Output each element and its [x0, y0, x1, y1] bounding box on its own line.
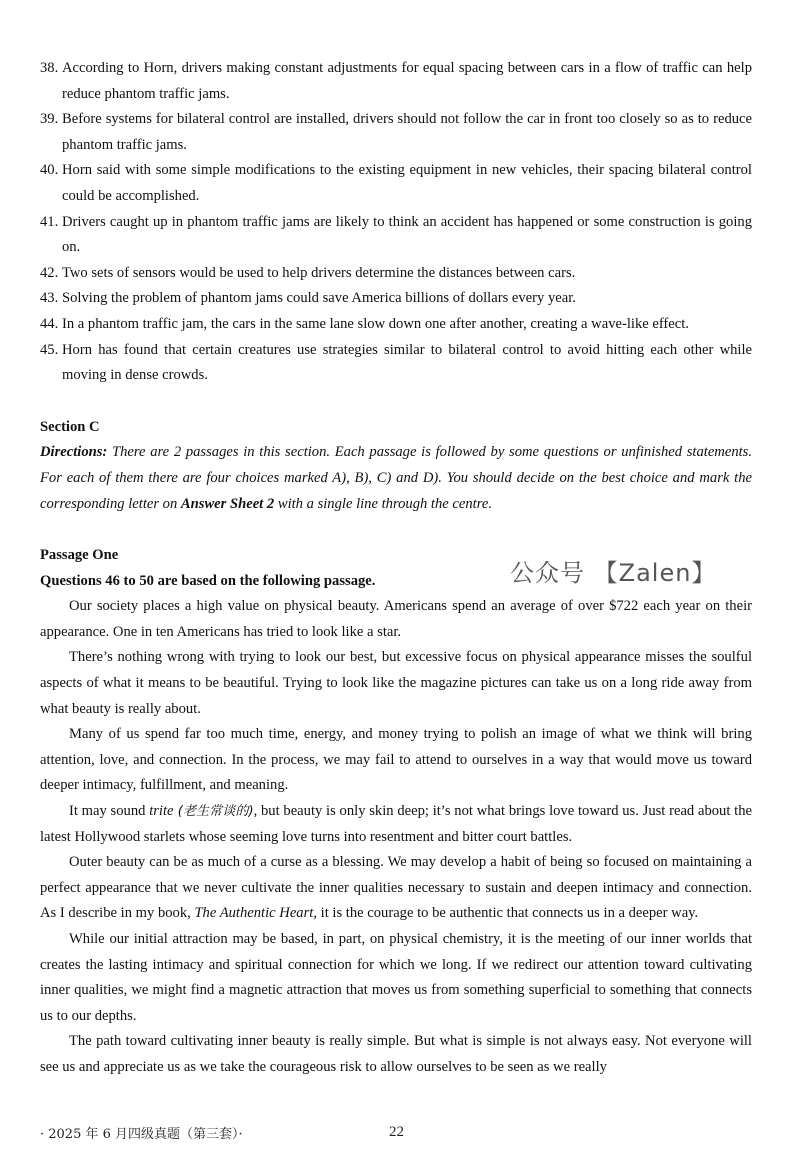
paragraph-text: It may sound	[69, 803, 150, 820]
section-title: Section C	[40, 418, 100, 435]
section-directions	[40, 440, 752, 517]
question-item	[40, 56, 752, 107]
question-number: 43.	[40, 290, 59, 307]
passage-paragraph: Our society places a high value on physical beauty. Americans spend an average of over $722 each year on their appearance. One in ten Americans has tried to look like a star.	[40, 598, 752, 640]
question-text: Drivers caught up in phantom traffic jams are likely to think an accident has happened or some construction is going on.	[62, 213, 752, 256]
page-content	[40, 56, 752, 1081]
question-item	[40, 338, 752, 389]
passage-title: Passage One	[40, 547, 119, 564]
question-list	[40, 56, 752, 389]
book-title: The Authentic Heart	[194, 905, 314, 922]
page-number: 22	[389, 1124, 404, 1140]
passage-range-row	[40, 558, 752, 595]
directions-text-end: with a single line through the centre.	[274, 495, 492, 512]
passage-paragraph: While our initial attraction may be based, in part, on physical chemistry, it is the meeting of our inner worlds that creates the lasting intimacy and spiritual connection for which we long. If we redirect our attention toward cultivating inner qualities, we might find a magnetic attraction that moves us from something superficial to something that connects us to our depths.	[40, 931, 752, 1024]
question-number: 44.	[40, 315, 59, 332]
question-number: 41.	[40, 213, 59, 230]
vocab-word: trite	[149, 803, 174, 820]
question-text: Horn has found that certain creatures use strategies similar to bilateral control to avoid hitting each other while moving in dense crowds.	[62, 341, 752, 384]
question-item	[40, 286, 752, 312]
question-text: Before systems for bilateral control are installed, drivers should not follow the car in front too closely so as to reduce phantom traffic jams.	[62, 111, 752, 153]
paragraph-text: , but beauty is only skin deep; it’s not what brings love toward us. Just read about the latest Hollywood starlets whose seeming love turns into resentment and bitter court battles.	[40, 803, 752, 845]
question-text: According to Horn, drivers making constant adjustments for equal spacing between cars in a flow of traffic can help reduce phantom traffic jams.	[62, 60, 752, 102]
spacer	[40, 517, 752, 543]
question-text: In a phantom traffic jam, the cars in the same lane slow down one after another, creating a wave-like effect.	[62, 315, 689, 332]
passage-paragraph	[40, 850, 752, 927]
watermark-text: 公众号 【Zalen】	[510, 558, 717, 587]
question-text: Horn said with some simple modifications to the existing equipment in new vehicles, their spacing bilateral control could be accomplished.	[62, 162, 752, 204]
question-number: 42.	[40, 264, 59, 281]
directions-text: There are 2 passages in this section. Each passage is followed by some questions or unfinished statements. For each of them there are four choices marked A), B), C) and D). You should decide on the best choice and mark the corresponding letter on	[40, 444, 752, 512]
question-number: 38.	[40, 60, 59, 76]
passage-question-range: Questions 46 to 50 are based on the following passage.	[40, 572, 376, 589]
question-text: Two sets of sensors would be used to help drivers determine the distances between cars.	[62, 264, 576, 281]
answer-sheet-label: Answer Sheet 2	[180, 495, 275, 512]
passage-paragraph	[40, 799, 752, 850]
footer-exam-label: · 2025 年 6 月四级真题（第三套）·	[40, 1127, 243, 1142]
passage-paragraph: There’s nothing wrong with trying to look our best, but excessive focus on physical appearance misses the soulful aspects of what it means to be beautiful. Trying to look like the magazine pictures can take us on a long ride away from what beauty is really about.	[40, 649, 752, 717]
question-number: 39.	[40, 111, 59, 128]
question-item	[40, 107, 752, 158]
question-item	[40, 312, 752, 338]
vocab-gloss: (老生常谈的)	[173, 804, 254, 820]
question-text: Solving the problem of phantom jams could save America billions of dollars every year.	[62, 290, 576, 307]
spacer	[40, 389, 752, 415]
passage-paragraph: The path toward cultivating inner beauty is really simple. But what is simple is not always easy. Not everyone will see us and appreciate us as we take the courageous risk to allow ourselves to be seen as we really	[40, 1033, 752, 1075]
passage-paragraph: Many of us spend far too much time, energy, and money trying to polish an image of what we think will bring attention, love, and connection. In the process, we may fail to attend to ourselves in a way that would move us toward deeper intimacy, fulfillment, and meaning.	[40, 726, 752, 794]
directions-label: Directions:	[40, 444, 108, 461]
question-item	[40, 158, 752, 209]
question-number: 40.	[40, 162, 59, 179]
question-item	[40, 210, 752, 261]
paragraph-text: Outer beauty can be as much of a curse as a blessing. We may develop a habit of being so focused on maintaining a perfect appearance that we never cultivate the inner qualities necessary to sustain and deepen intimacy and connection. As I describe in my book,	[40, 854, 752, 922]
paragraph-text: , it is the courage to be authentic that connects us in a deeper way.	[313, 905, 699, 922]
question-item	[40, 261, 752, 287]
question-number: 45.	[40, 341, 59, 358]
